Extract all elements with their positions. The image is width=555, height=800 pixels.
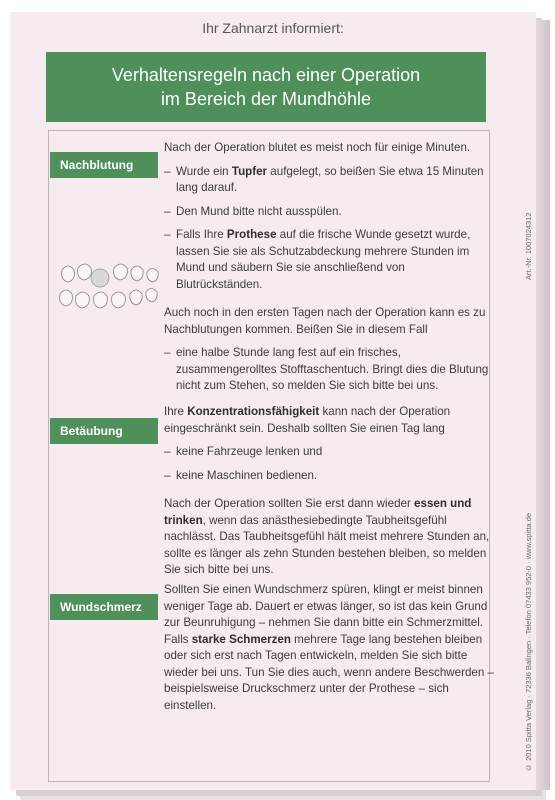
section-betaeubung: Ihre Konzentrationsfähigkeit kann nach der Operation eingeschränkt sein. Deshalb sollten Sie einen Tag lang – keine Fahrzeuge lenken und – keine Maschinen bedienen. Nach der Operation sollten Sie erst dann wieder essen und trinken, wenn das anästhesiebedingte Taubheitsgefühl nachlässt. Das Taubheitsgefühl hält meist mehrere Stunden an, sollte es länger als zehn Stunden bestehen bleiben, so melden Sie sich bitte bei uns.	[164, 404, 494, 586]
list-item: – Den Mund bitte nicht ausspülen.	[164, 204, 342, 218]
header-subtitle: Ihr Zahnarzt informiert:	[202, 20, 344, 36]
teeth-illustration	[54, 256, 174, 316]
pad-edge	[536, 20, 550, 790]
side-imprint	[524, 212, 538, 772]
list-item: – eine halbe Stunde lang fest auf ein frisches, zusammengerolltes Stofftaschentuch. Bringt dies die Blutung nicht zum Stehen, so melden Sie sich bitte bei uns.	[164, 346, 489, 392]
label-nachblutung: Nachblutung	[50, 152, 158, 178]
nachblutung-intro: Nach der Operation blutet es meist noch für einige Minuten.	[164, 141, 471, 154]
section-nachblutung	[164, 140, 494, 402]
nachblutung-paragraph: Auch noch in den ersten Tagen nach der Operation kann es zu Nachblutungen kommen. Beißen Sie in diesem Fall	[164, 306, 486, 336]
list-item: – keine Maschinen bedienen.	[164, 468, 318, 482]
list-item: – Wurde ein Tupfer aufgelegt, so beißen Sie etwa 15 Minuten lang darauf.	[164, 164, 484, 194]
title-line-1: Verhaltensregeln nach einer Operation	[111, 65, 421, 85]
info-pad	[10, 12, 536, 790]
article-number: Art.-Nr. 1007024312	[524, 212, 533, 280]
title-banner	[46, 52, 486, 122]
list-item: – Falls Ihre Prothese auf die frische Wunde gesetzt wurde, lassen Sie sie als Schutzabdeckung mehrere Stunden im Mund und säubern Sie sie anschließend von Blutrückständen.	[164, 228, 471, 291]
title-line-2: im Bereich der Mundhöhle	[160, 89, 372, 109]
list-item: – keine Fahrzeuge lenken und	[164, 445, 323, 458]
label-wundschmerz: Wundschmerz	[50, 594, 158, 620]
section-wundschmerz: Sollten Sie einen Wundschmerz spüren, klingt er meist binnen weniger Tage ab. Dauert er etwas länger, so ist das kein Grund zur Beunruhigung – nehmen Sie dann bitte ein Schmerzmittel. Falls starke Schmerzen mehrere Tage lang bestehen bleiben oder sich erst nach Tagen entwickeln, melden Sie sich bitte wieder bei uns. Tun Sie dies auch, wenn andere Beschwerden – beispielsweise Druckschmerz unter der Prothese – sich einstellen.	[164, 583, 494, 712]
label-betaeubung: Betäubung	[50, 418, 158, 444]
copyright-line: © 2010 Spitta Verlag · 72336 Balingen · Telefon 07433 952-0 · www.spitta.de	[524, 512, 533, 772]
